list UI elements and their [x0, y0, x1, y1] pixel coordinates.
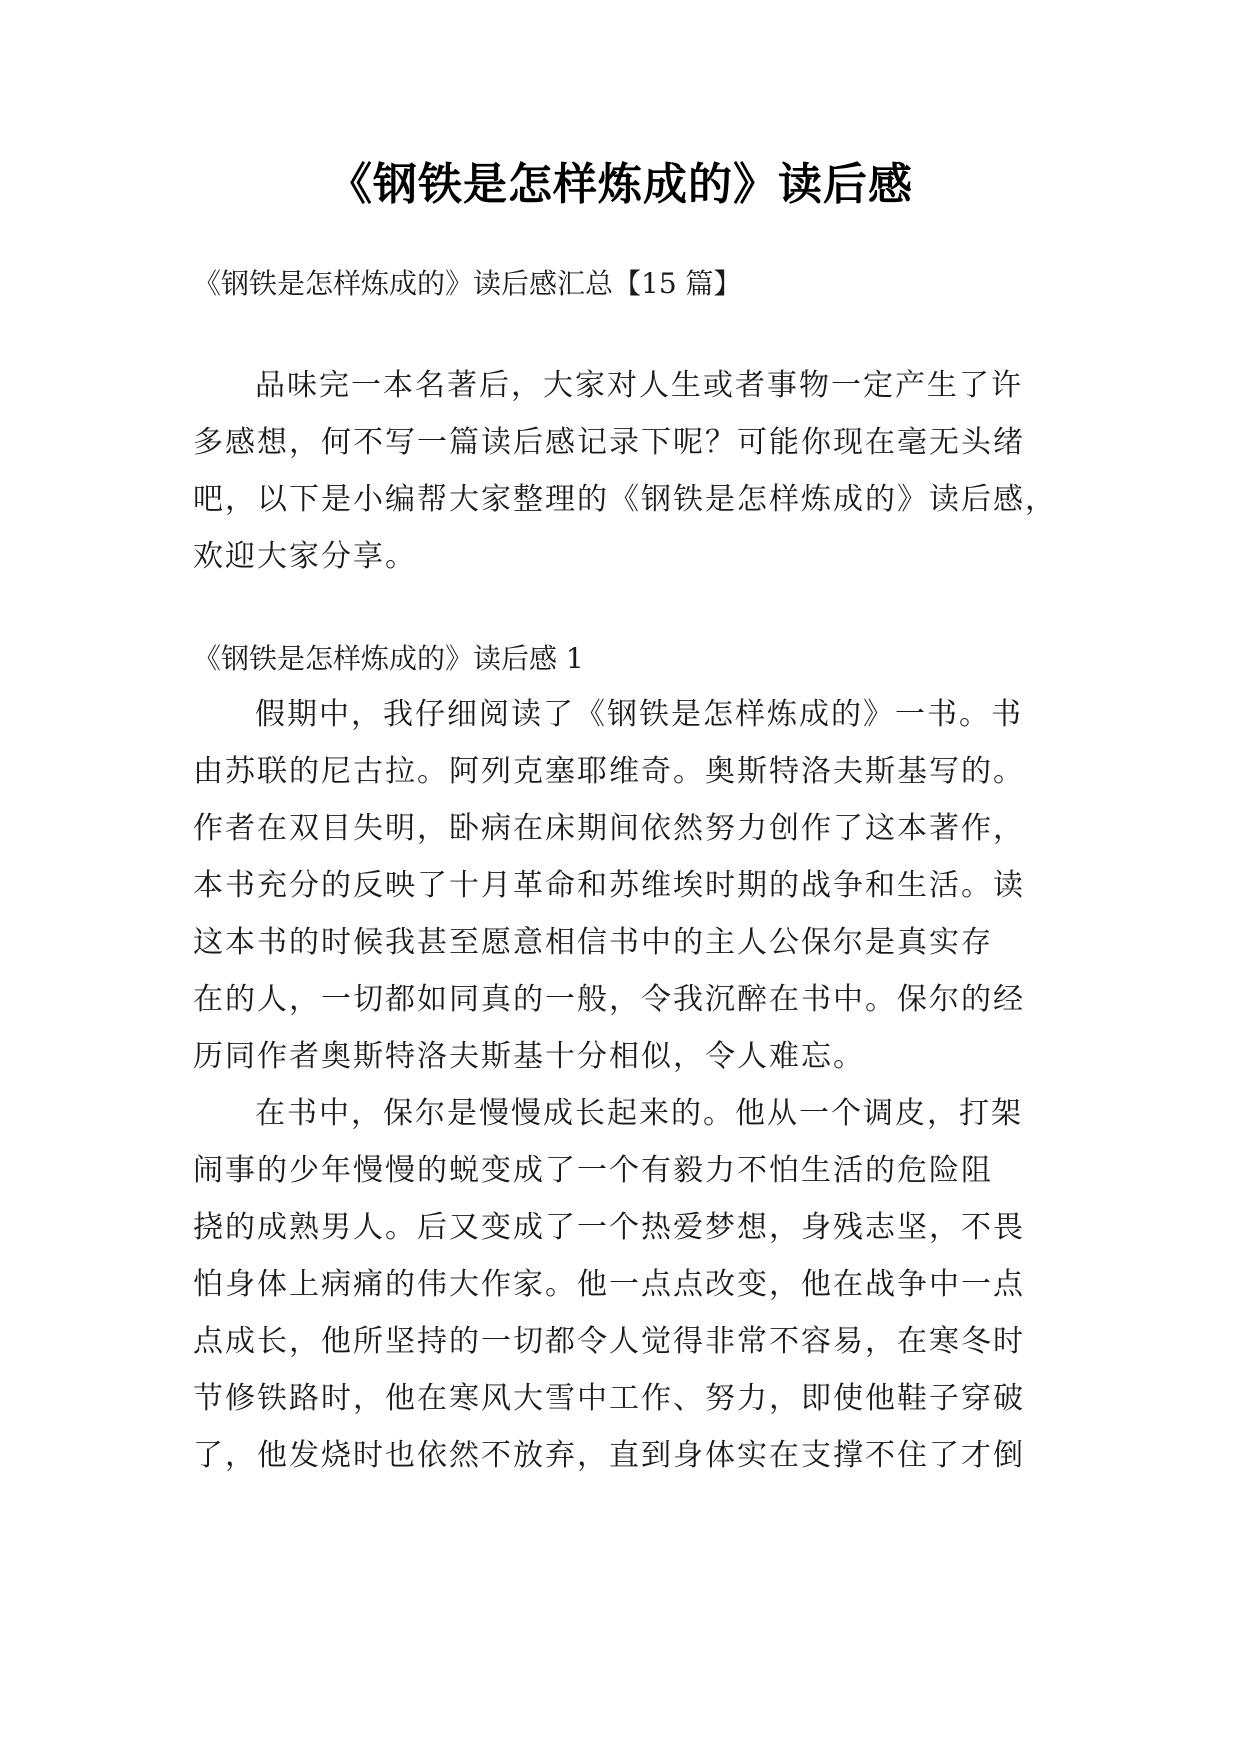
- document-title: 《钢铁是怎样炼成的》读后感: [328, 159, 913, 210]
- paragraph-line: 怕身体上病痛的伟大作家。他一点点改变，他在战争中一点: [193, 1267, 1025, 1302]
- paragraph-line: 这本书的时候我甚至愿意相信书中的主人公保尔是真实存: [193, 925, 993, 960]
- paragraph-line: 了，他发烧时也依然不放弃，直到身体实在支撑不住了才倒: [193, 1438, 1025, 1473]
- intro-line: 吧，以下是小编帮大家整理的《钢铁是怎样炼成的》读后感，: [193, 482, 1057, 517]
- paragraph-line: 在书中，保尔是慢慢成长起来的。他从一个调皮，打架: [255, 1096, 1023, 1131]
- paragraph-line: 挠的成熟男人。后又变成了一个热爱梦想，身残志坚，不畏: [193, 1210, 1025, 1245]
- paragraph-line: 作者在双目失明，卧病在床期间依然努力创作了这本著作，: [193, 811, 1025, 846]
- document-subtitle: 《钢铁是怎样炼成的》读后感汇总【15 篇】: [193, 267, 742, 300]
- paragraph-line: 节修铁路时，他在寒风大雪中工作、努力，即使他鞋子穿破: [193, 1381, 1025, 1416]
- section-heading: 《钢铁是怎样炼成的》读后感 1: [193, 642, 584, 675]
- paragraph-line: 闹事的少年慢慢的蜕变成了一个有毅力不怕生活的危险阻: [193, 1153, 993, 1188]
- paragraph-line: 历同作者奥斯特洛夫斯基十分相似，令人难忘。: [193, 1039, 865, 1074]
- paragraph-line: 假期中，我仔细阅读了《钢铁是怎样炼成的》一书。书: [255, 697, 1023, 732]
- paragraph-line: 在的人，一切都如同真的一般，令我沉醉在书中。保尔的经: [193, 982, 1025, 1017]
- intro-line: 品味完一本名著后，大家对人生或者事物一定产生了许: [255, 368, 1023, 403]
- intro-line: 欢迎大家分享。: [193, 539, 417, 574]
- paragraph-line: 由苏联的尼古拉。阿列克塞耶维奇。奥斯特洛夫斯基写的。: [193, 754, 1025, 789]
- paragraph-line: 本书充分的反映了十月革命和苏维埃时期的战争和生活。读: [193, 868, 1025, 903]
- paragraph-line: 点成长，他所坚持的一切都令人觉得非常不容易，在寒冬时: [193, 1324, 1025, 1359]
- intro-line: 多感想，何不写一篇读后感记录下呢？可能你现在毫无头绪: [193, 425, 1025, 460]
